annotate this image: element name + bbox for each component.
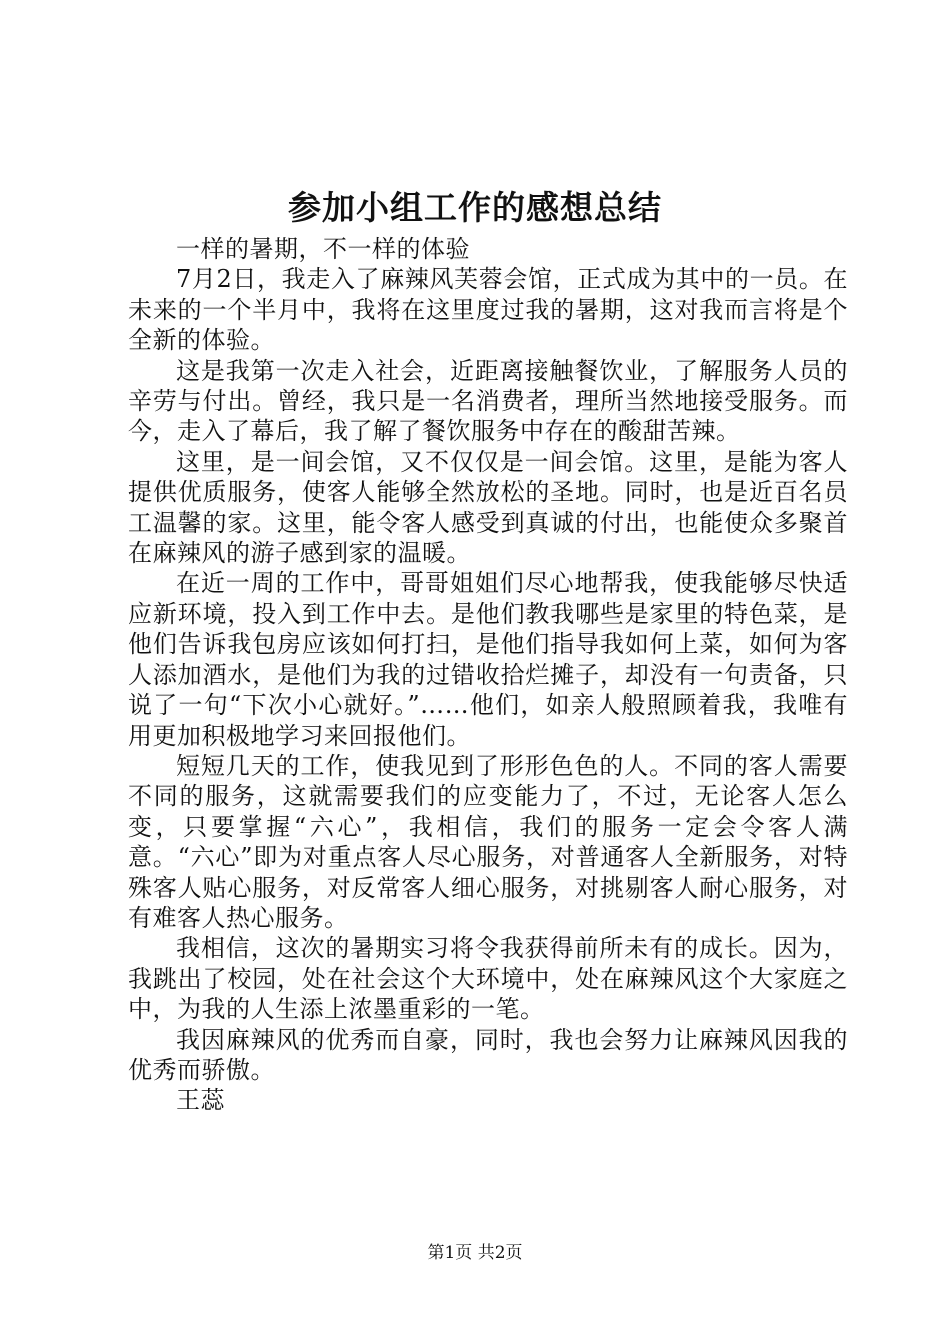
- document-title: 参加小组工作的感想总结: [288, 188, 662, 227]
- paragraph: 7月2日，我走入了麻辣风芙蓉会馆，正式成为其中的一员。在未来的一个半月中，我将在这里度过我的暑期，这对我而言将是个全新的体验。: [128, 265, 848, 355]
- paragraph: 在近一周的工作中，哥哥姐姐们尽心地帮我，使我能够尽快适应新环境，投入到工作中去。是他们教我哪些是家里的特色菜，是他们告诉我包房应该如何打扫，是他们指导我如何上菜，如何为客人添加酒水，是他们为我的过错收拾烂摊子，却没有一句责备，只说了一句“下次小心就好。”……他们，如亲人般照顾着我，我唯有用更加积极地学习来回报他们。: [128, 569, 848, 750]
- paragraph: 这是我第一次走入社会，近距离接触餐饮业，了解服务人员的辛劳与付出。曾经，我只是一名消费者，理所当然地接受服务。而今，走入了幕后，我了解了餐饮服务中存在的酸甜苦辣。: [128, 356, 848, 446]
- subtitle-paragraph: 一样的暑期，不一样的体验: [176, 235, 470, 263]
- paragraph: 这里，是一间会馆，又不仅仅是一间会馆。这里，是能为客人提供优质服务，使客人能够全然放松的圣地。同时，也是近百名员工温馨的家。这里，能令客人感受到真诚的付出，也能使众多聚首在麻辣风的游子感到家的温暖。: [128, 447, 848, 568]
- paragraph: 我因麻辣风的优秀而自豪，同时，我也会努力让麻辣风因我的优秀而骄傲。: [128, 1025, 848, 1084]
- document-body: [128, 234, 848, 1116]
- page-number-footer: 第1页 共2页: [427, 1243, 523, 1263]
- paragraph: 我相信，这次的暑期实习将令我获得前所未有的成长。因为，我跳出了校园，处在社会这个大环境中，处在麻辣风这个大家庭之中，为我的人生添上浓墨重彩的一笔。: [128, 934, 848, 1024]
- paragraph: 短短几天的工作，使我见到了形形色色的人。不同的客人需要不同的服务，这就需要我们的应变能力了，不过，无论客人怎么变，只要掌握“六心”，我相信，我们的服务一定会令客人满意。“六心”即为对重点客人尽心服务，对普通客人全新服务，对特殊客人贴心服务，对反常客人细心服务，对挑剔客人耐心服务，对有难客人热心服务。: [128, 751, 848, 932]
- author-signature: 王蕊: [176, 1086, 225, 1115]
